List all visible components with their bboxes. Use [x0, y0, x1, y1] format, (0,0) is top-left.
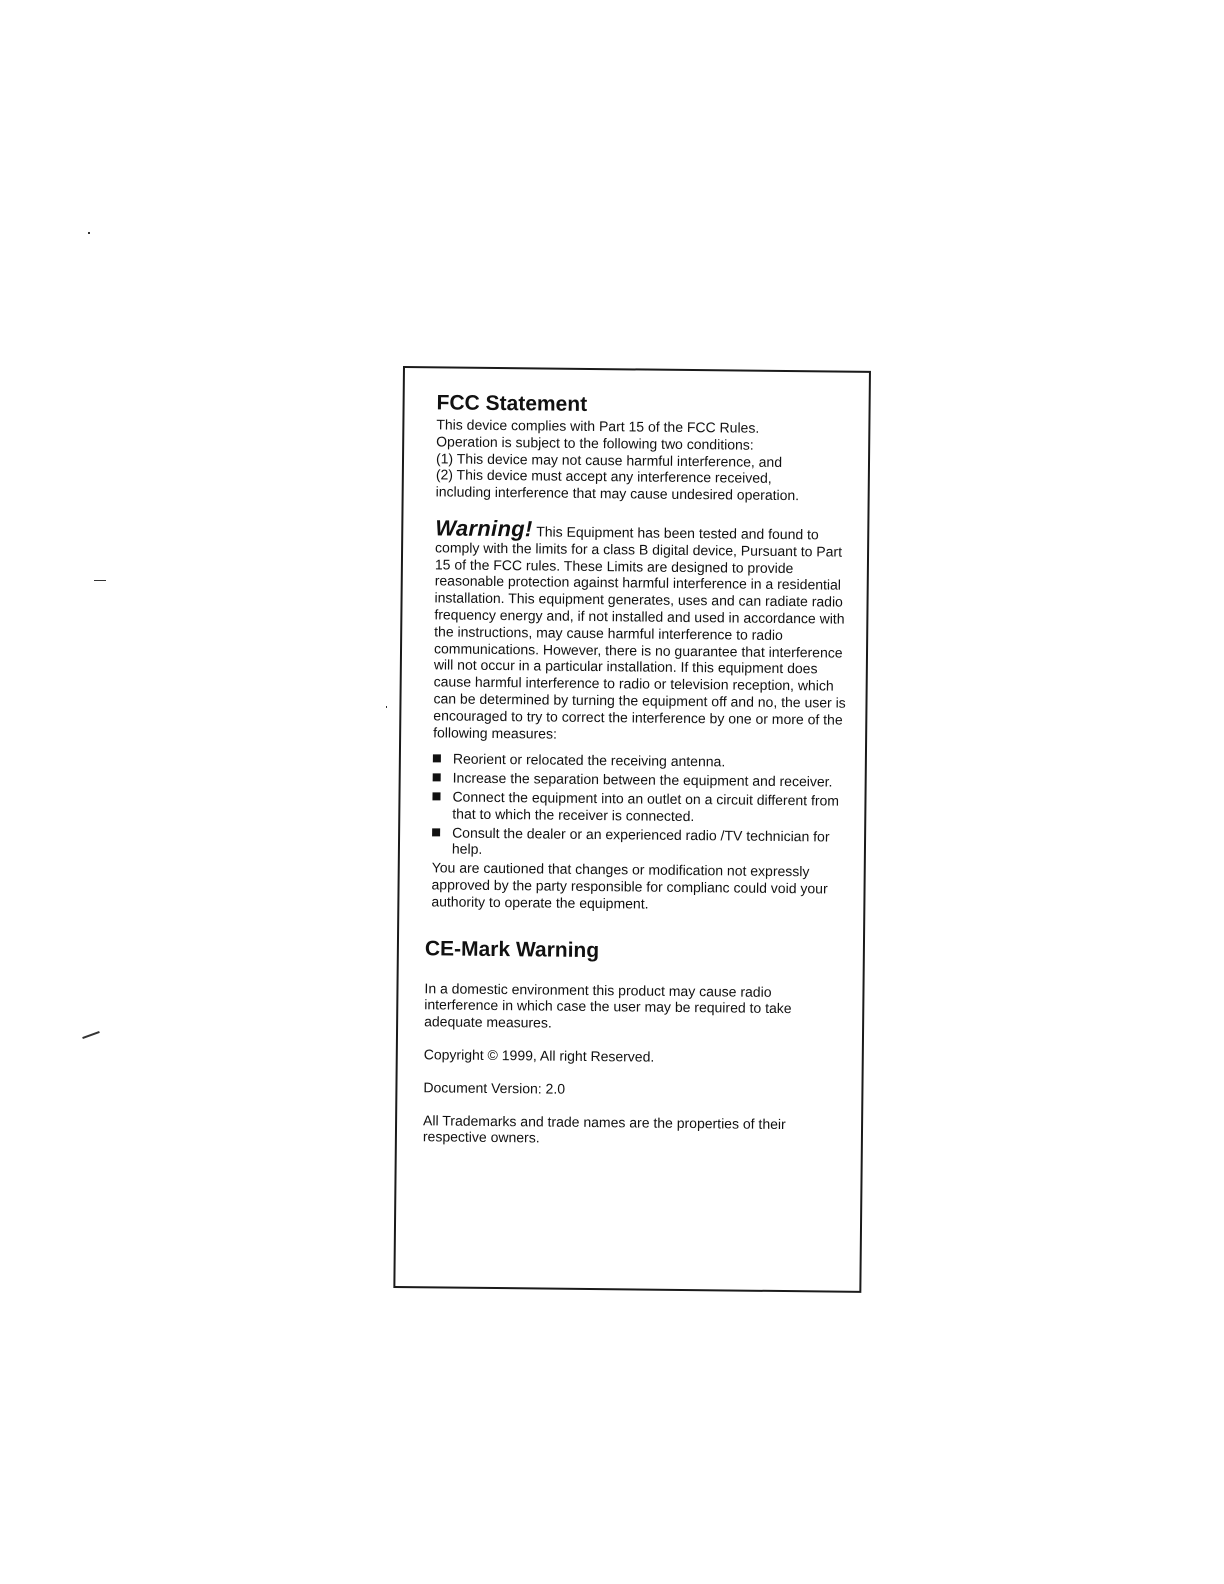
list-item-text: Consult the dealer or an experienced radio /TV technician for help. — [451, 824, 830, 858]
regulatory-notice-panel — [393, 366, 871, 1293]
list-item-text: Reorient or relocated the receiving antenna. — [452, 750, 726, 770]
list-item — [432, 788, 850, 826]
list-item — [432, 824, 850, 862]
scan-speck — [82, 1031, 100, 1039]
fcc-line: (2) This device must accept any interference received, — [435, 466, 772, 487]
fcc-body — [436, 416, 855, 504]
measures-list — [432, 751, 851, 862]
square-bullet-icon — [432, 792, 440, 800]
ce-title: CE-Mark Warning — [424, 936, 600, 962]
square-bullet-icon — [432, 828, 440, 836]
warning-paragraph — [433, 515, 853, 745]
list-item — [433, 769, 851, 790]
fcc-line: This device complies with Part 15 of the FCC Rules. — [436, 416, 760, 436]
list-item-text: Connect the equipment into an outlet on a circuit different from that to which the receiver is connected. — [452, 788, 840, 824]
warning-label: Warning! — [435, 515, 533, 542]
square-bullet-icon — [433, 773, 441, 781]
square-bullet-icon — [433, 755, 441, 763]
scan-speck — [94, 580, 106, 581]
scan-speck — [88, 232, 90, 234]
fcc-line: (1) This device may not cause harmful interference, and — [435, 449, 783, 470]
scan-speck — [386, 706, 387, 708]
caution-text: You are cautioned that changes or modification not expressly approved by the party responsible for complianc could void your authority to operate the equipment. — [431, 859, 828, 912]
fcc-line: Operation is subject to the following two conditions: — [436, 433, 754, 453]
warning-section — [431, 515, 853, 914]
list-item-text: Increase the separation between the equipment and receiver. — [452, 769, 833, 790]
trademarks-text: All Trademarks and trade names are the properties of their respective owners. — [422, 1111, 786, 1146]
fcc-line: including interference that may cause undesired operation. — [435, 483, 800, 504]
warning-text: This Equipment has been tested and found to comply with the limits for a class B digital device, Pursuant to Part 15 of the FCC rules. These Limits are designed to provide reasonable protection against harmful interference in a residential installation. This equipment generates, uses and can radiate radio frequency energy and, if not installed and used in accordance with the instructions, may cause harmful interference to radio communications. However, there is no guarantee that interference will not occur in a particular installation. If this equipment does cause harmful interference to radio or television reception, which can be determined by turning the equipment off and no, the user is encouraged to try to correct the interference by one or more of the following measures: — [433, 523, 846, 742]
notice-content — [422, 390, 855, 1149]
list-item — [433, 751, 851, 772]
document-version: Document Version: 2.0 — [423, 1078, 566, 1097]
ce-text: In a domestic environment this product may cause radio interference in which case the user may be required to take adequate measures. — [424, 979, 792, 1031]
copyright-text: Copyright © 1999, All right Reserved. — [423, 1046, 655, 1065]
fcc-title: FCC Statement — [436, 391, 588, 416]
